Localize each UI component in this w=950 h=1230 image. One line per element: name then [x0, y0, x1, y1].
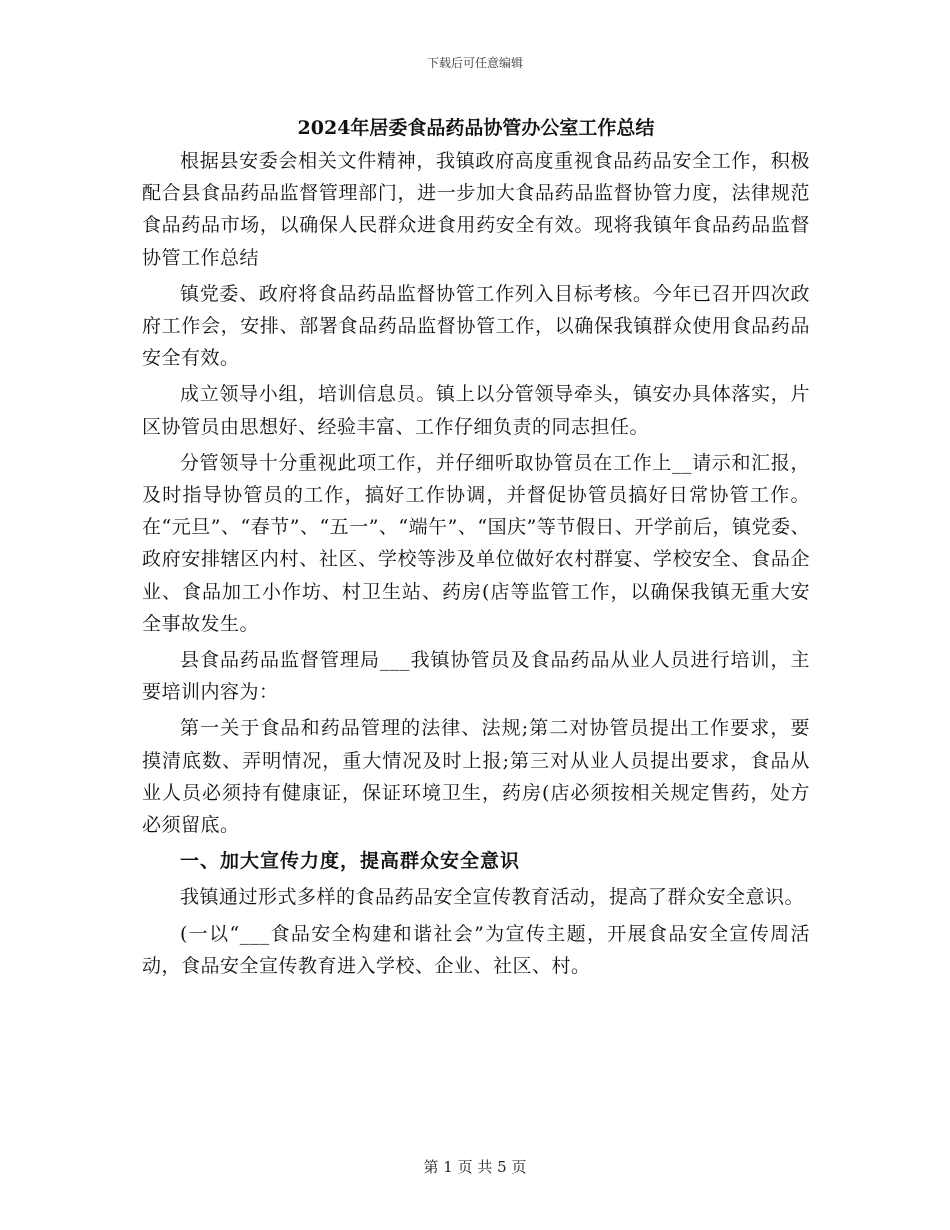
paragraph: 成立领导小组，培训信息员。镇上以分管领导牵头，镇安办具体落实，片区协管员由思想好、经验丰富、工作仔细负责的同志担任。	[142, 383, 810, 438]
document-body	[142, 113, 810, 986]
paragraph: 分管领导十分重视此项工作，并仔细听取协管员在工作上__请示和汇报，及时指导协管员的工作，搞好工作协调，并督促协管员搞好日常协管工作。在“元旦”、“春节”、“五一”、“端午”、“国庆”等节假日、开学前后，镇党委、政府安排辖区内村、社区、学校等涉及单位做好农村群宴、学校安全、食品企业、食品加工小作坊、村卫生站、药房(店等监管工作，以确保我镇无重大安全事故发生。	[142, 451, 810, 635]
paragraph: 我镇通过形式多样的食品药品安全宣传教育活动，提高了群众安全意识。	[180, 886, 805, 909]
document-title: 2024年居委食品药品协管办公室工作总结	[297, 117, 655, 139]
section-heading: 一、加大宣传力度，提高群众安全意识	[180, 850, 521, 873]
paragraph: (一以“___食品安全构建和谐社会”为宣传主题，开展食品安全宣传周活动，食品安全宣传教育进入学校、企业、社区、村。	[142, 922, 810, 977]
page-header-note: 下载后可任意编辑	[426, 56, 523, 70]
paragraph: 根据县安委会相关文件精神，我镇政府高度重视食品药品安全工作，积极配合县食品药品监督管理部门，进一步加大食品药品监督协管力度，法律规范食品药品市场，以确保人民群众进食用药安全有效。现将我镇年食品药品监督协管工作总结	[142, 150, 810, 269]
page-number: 第 1 页 共 5 页	[423, 1158, 527, 1176]
paragraph: 县食品药品监督管理局___我镇协管员及食品药品从业人员进行培训，主要培训内容为：	[142, 649, 810, 704]
paragraph: 镇党委、政府将食品药品监督协管工作列入目标考核。今年已召开四次政府工作会，安排、部署食品药品监督协管工作，以确保我镇群众使用食品药品安全有效。	[142, 282, 810, 370]
paragraph: 第一关于食品和药品管理的法律、法规;第二对协管员提出工作要求，要摸清底数、弄明情况，重大情况及时上报;第三对从业人员提出要求，食品从业人员必须持有健康证，保证环境卫生，药房(店必须按相关规定售药，处方必须留底。	[142, 717, 810, 837]
